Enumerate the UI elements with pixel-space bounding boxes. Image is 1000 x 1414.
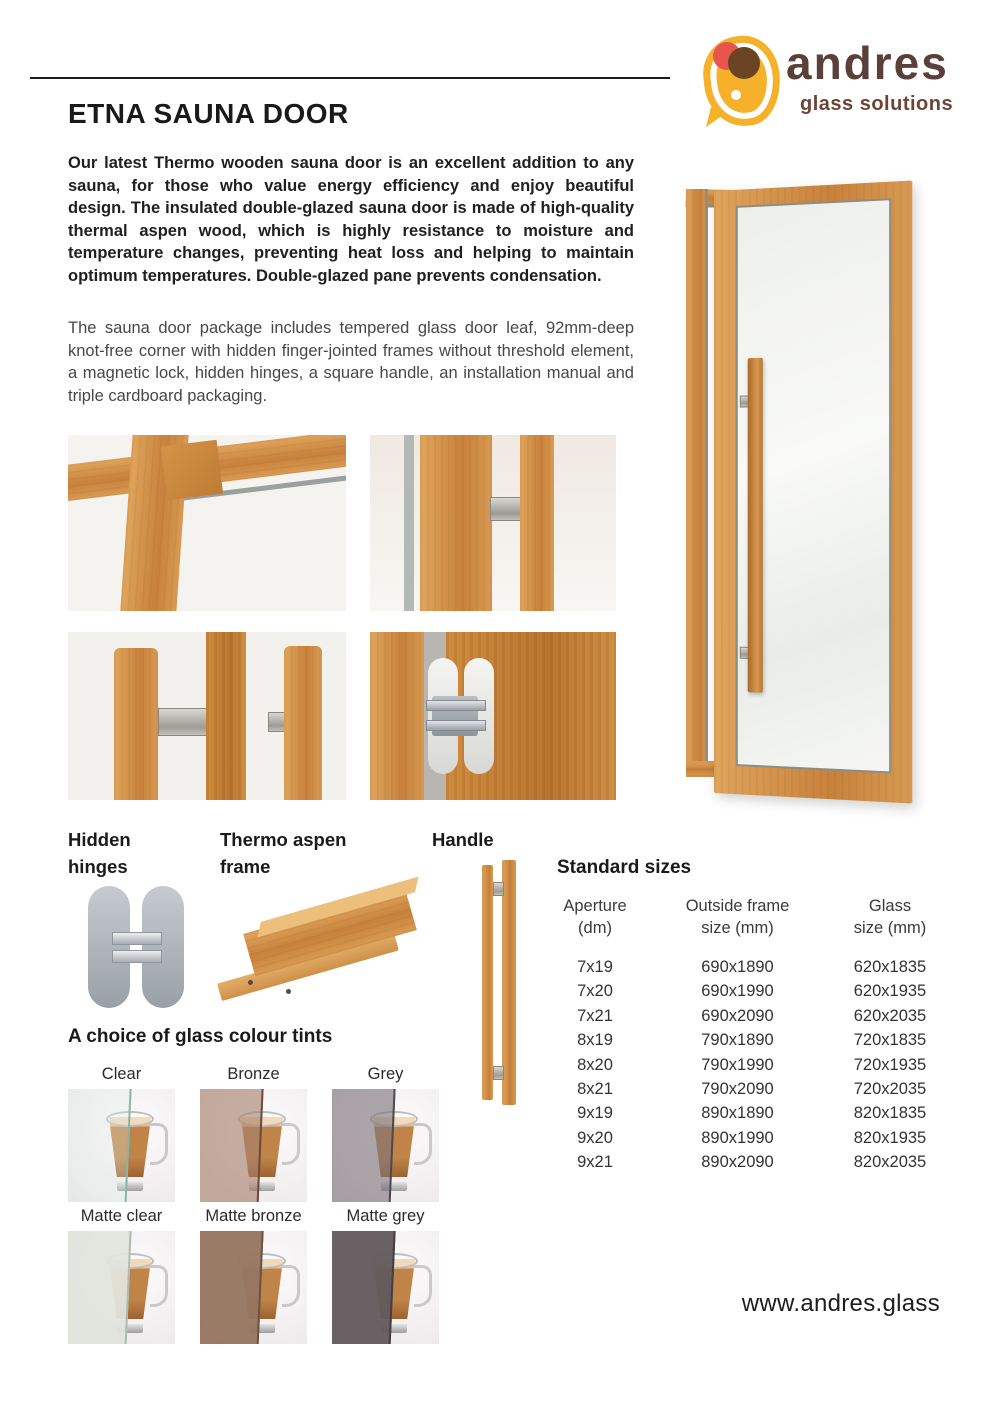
column-header-line: size (mm) [853,919,927,937]
table-cell: 790x2090 [701,1079,774,1098]
wood-handle-bar [520,435,554,611]
hinge-link [112,950,162,963]
tint-label: Matte clear [80,1207,163,1225]
tint-card [332,1064,439,1202]
table-cell: 8x21 [577,1079,613,1098]
hinge-lobe [142,886,184,1008]
tint-card [200,1064,307,1202]
standard-sizes-rows [545,955,950,1175]
table-cell: 690x1990 [701,982,774,1001]
wood-door-edge [420,435,492,611]
table-cell: 820x1835 [853,1104,927,1123]
page-title: ETNA SAUNA DOOR [68,98,349,129]
glass-tints-heading: A choice of glass colour tints [68,1026,333,1047]
column-header-glass [830,895,950,939]
intro-body-paragraph: The sauna door package includes tempered glass door leaf, 92mm-deep knot-free corner with hidden finger-jointed frames without threshold element, a magnetic lock, hidden hinges, a square handle, an installation manual and triple cardboard packaging. [68,319,634,405]
tint-card [68,1064,175,1202]
table-cell: 820x2035 [853,1153,927,1172]
table-cell: 690x1890 [701,958,774,976]
feature-label-handle: Handle [432,829,494,850]
logo-brown-dot [728,47,760,79]
table-cell: 7x19 [577,958,613,976]
logo-tagline: glass solutions [800,93,954,115]
door-handle-bar [748,358,763,693]
column-header-aperture [545,895,645,939]
header-rule [30,77,670,79]
wood-corner-joint [161,440,223,500]
table-cell: 9x20 [577,1128,613,1147]
photo-handle-product [468,860,532,1105]
hinge-link [426,720,486,731]
tint-sample-photo [332,1089,439,1202]
tint-card [332,1206,439,1344]
table-cell: 890x1890 [701,1104,774,1123]
feature-label-hidden-hinges: Hidden hinges [68,829,131,877]
door-leaf [714,180,912,803]
tint-label: Bronze [227,1065,280,1083]
cup-handle [414,1265,432,1307]
wood-door-post [206,632,246,800]
table-cell: 620x1935 [853,982,927,1001]
glass-pane-overlay [68,1089,132,1202]
table-cell: 720x2035 [853,1079,927,1098]
tint-card [200,1206,307,1344]
tint-sample-photo [200,1231,307,1344]
cup-handle [150,1123,168,1165]
table-cell: 7x20 [577,982,613,1001]
glass-strip [404,435,414,611]
table-row [545,1004,950,1028]
tint-label: Matte bronze [205,1207,302,1225]
standard-sizes-heading: Standard sizes [557,857,692,878]
andres-logo [700,30,970,130]
table-row [545,1053,950,1077]
screw-hole [248,980,253,985]
hinge-link [426,700,486,711]
table-cell: 720x1935 [853,1055,927,1074]
table-cell: 820x1935 [853,1128,927,1147]
tint-card [68,1206,175,1344]
handle-connector [493,882,504,896]
table-row [545,1028,950,1052]
glass-pane-overlay [200,1231,264,1344]
standard-sizes-table [545,895,950,1175]
logo-wordmark: andres [786,37,949,89]
column-header-line: size (mm) [701,919,774,937]
andres-logo-icon [704,36,780,126]
table-cell: 8x19 [577,1031,613,1050]
handle-bracket [158,708,208,736]
cup-handle [150,1265,168,1307]
photo-frame-corner [68,435,346,611]
photo-hidden-hinge [370,632,616,800]
table-row [545,1126,950,1150]
table-cell: 790x1890 [701,1031,774,1050]
cup-handle [414,1123,432,1165]
table-cell: 7x21 [577,1006,613,1025]
tint-label: Grey [367,1065,404,1083]
column-header-line: Outside frame [685,897,790,915]
tint-sample-photo [200,1089,307,1202]
website-link[interactable]: www.andres.glass [741,1290,940,1317]
glass-pane-overlay [332,1089,396,1202]
glass-pane-overlay [332,1231,396,1344]
table-row [545,1077,950,1101]
table-cell: 720x1835 [853,1031,927,1050]
column-header-outside-frame [645,895,830,939]
tint-label: Clear [101,1065,142,1083]
feature-label-thermo-frame: Thermo aspen frame [220,829,347,877]
table-cell: 890x1990 [701,1128,774,1147]
handle-connector [493,1066,504,1080]
hinge-lobe [88,886,130,1008]
table-row [545,979,950,1003]
handle-bracket [490,497,524,521]
tint-sample-photo [332,1231,439,1344]
wood-handle-bar [502,860,516,1105]
photo-frame-profile [222,884,402,1002]
table-cell: 9x19 [577,1104,613,1123]
tint-row-matte [68,1206,439,1344]
photo-hinge-product [86,886,186,1008]
door-frame-left [686,189,708,777]
wood-frame-side [370,632,424,800]
screw-hole [286,989,291,994]
wood-handle-post [284,646,322,800]
table-row [545,1101,950,1125]
table-cell: 620x1835 [853,958,927,976]
tint-sample-photo [68,1231,175,1344]
table-row [545,1150,950,1174]
glass-pane-overlay [68,1231,132,1344]
column-header-line: Aperture [563,897,627,915]
table-cell: 690x2090 [701,1006,774,1025]
table-row [545,955,950,979]
table-cell: 8x20 [577,1055,613,1074]
column-header-line: (dm) [578,919,612,937]
wood-handle-bar [482,865,493,1100]
tint-row-standard [68,1064,439,1202]
table-cell: 890x2090 [701,1153,774,1172]
cup-handle [282,1265,300,1307]
photo-magnetic-lock [68,632,346,800]
table-cell: 9x21 [577,1153,613,1172]
table-cell: 790x1990 [701,1055,774,1074]
photo-handle-closeup [370,435,616,611]
table-cell: 620x2035 [853,1006,927,1025]
intro-lead-paragraph: Our latest Thermo wooden sauna door is an excellent addition to any sauna, for those who value energy efficiency and enjoy beautiful design. The insulated double-glazed sauna door is made of high-quality thermal aspen wood, which is highly resistance to moisture and temperature changes, preventing heat loss and helping to maintain optimum temperatures. Double-glazed pane prevents condensation. [68,154,634,285]
tint-sample-photo [68,1089,175,1202]
column-header-line: Glass [868,897,912,915]
tint-label: Matte grey [346,1207,425,1225]
hinge-link [112,932,162,945]
logo-white-dot [731,90,741,100]
photo-sauna-door [680,183,938,798]
glass-pane-overlay [200,1089,264,1202]
wood-handle-post [114,648,158,800]
cup-handle [282,1123,300,1165]
table-header-row [545,895,950,939]
